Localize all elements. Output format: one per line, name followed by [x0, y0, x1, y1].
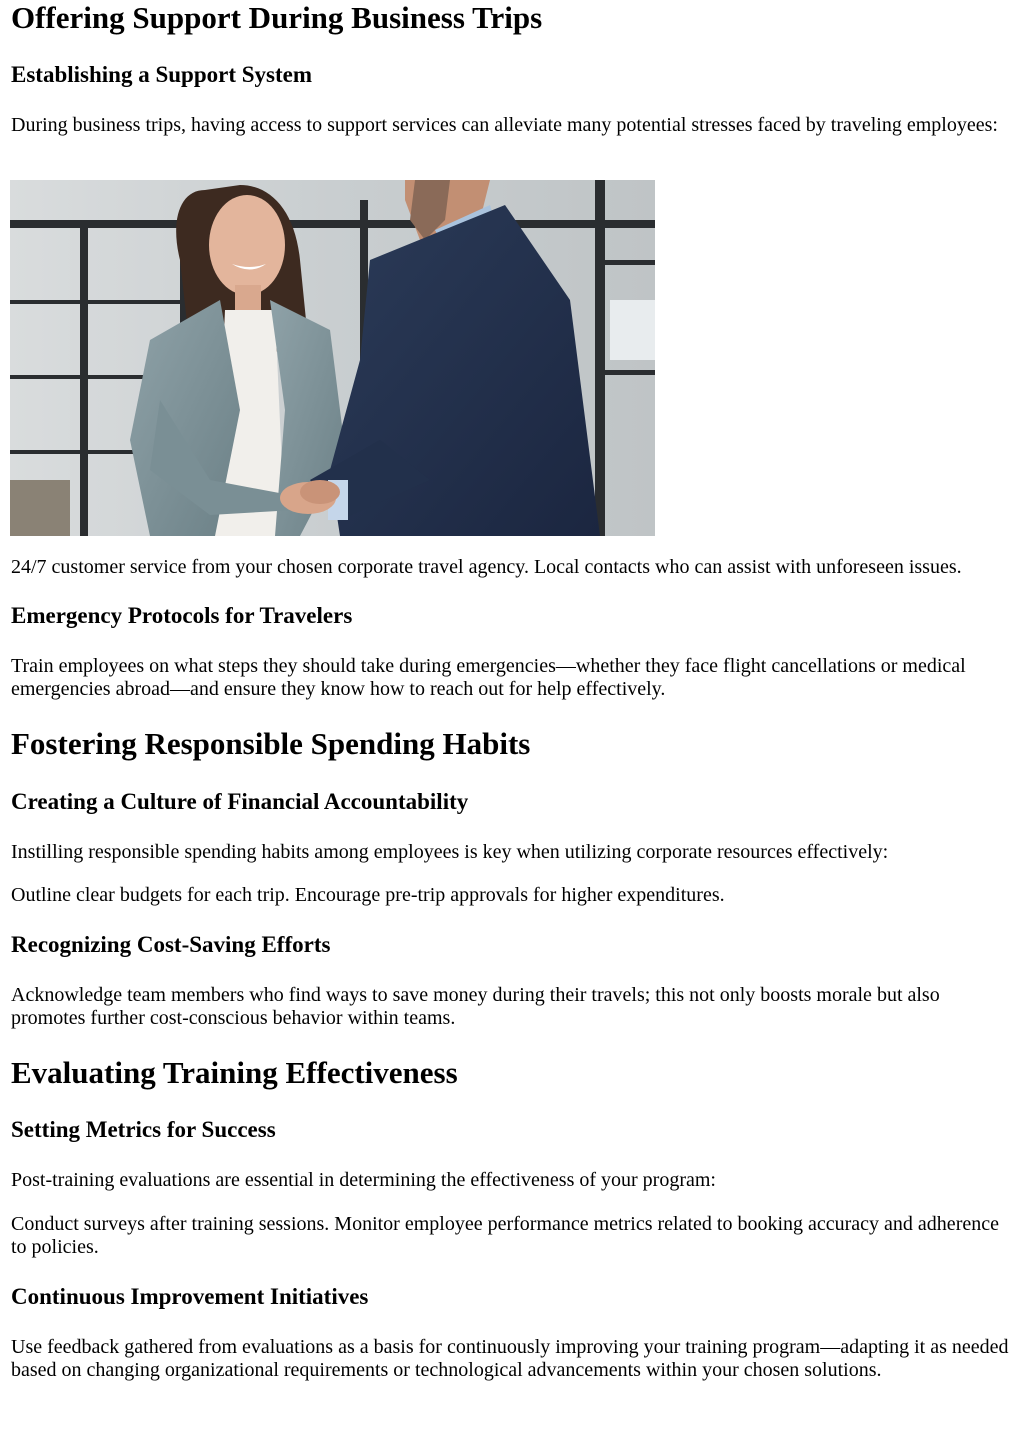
subsection-heading: Establishing a Support System [11, 62, 312, 87]
handshake-photo [10, 180, 655, 536]
subsection-heading: Creating a Culture of Financial Accountability [11, 789, 469, 814]
paragraph: Acknowledge team members who find ways to save money during their travels; this not only boosts morale but also promotes further cost-conscious behavior within teams. [11, 984, 940, 1029]
paragraph: Train employees on what steps they should take during emergencies—whether they face flight cancellations or medical emergencies abroad—and ensure they know how to reach out for help effectively. [11, 655, 966, 700]
paragraph: 24/7 customer service from your chosen corporate travel agency. Local contacts who can assist with unforeseen issues. [11, 556, 962, 578]
subsection-heading: Emergency Protocols for Travelers [11, 603, 353, 628]
subsection-heading: Recognizing Cost-Saving Efforts [11, 932, 331, 957]
subsection-heading: Continuous Improvement Initiatives [11, 1284, 369, 1309]
paragraph: During business trips, having access to support services can alleviate many potential stresses faced by traveling employees: [11, 114, 998, 136]
section-title: Fostering Responsible Spending Habits [11, 726, 531, 761]
subsection-heading: Setting Metrics for Success [11, 1117, 276, 1142]
paragraph: Instilling responsible spending habits among employees is key when utilizing corporate resources effectively: [11, 841, 889, 863]
section-title: Offering Support During Business Trips [11, 0, 543, 35]
paragraph: Outline clear budgets for each trip. Encourage pre-trip approvals for higher expenditures. [11, 884, 725, 906]
section-title: Evaluating Training Effectiveness [11, 1055, 458, 1090]
paragraph: Conduct surveys after training sessions. Monitor employee performance metrics related to booking accuracy and adherence to policies. [11, 1213, 999, 1258]
paragraph: Use feedback gathered from evaluations as a basis for continuously improving your training program—adapting it as needed based on changing organizational requirements or technological advancements within your chosen solutions. [11, 1336, 1009, 1381]
paragraph: Post-training evaluations are essential in determining the effectiveness of your program: [11, 1169, 716, 1191]
